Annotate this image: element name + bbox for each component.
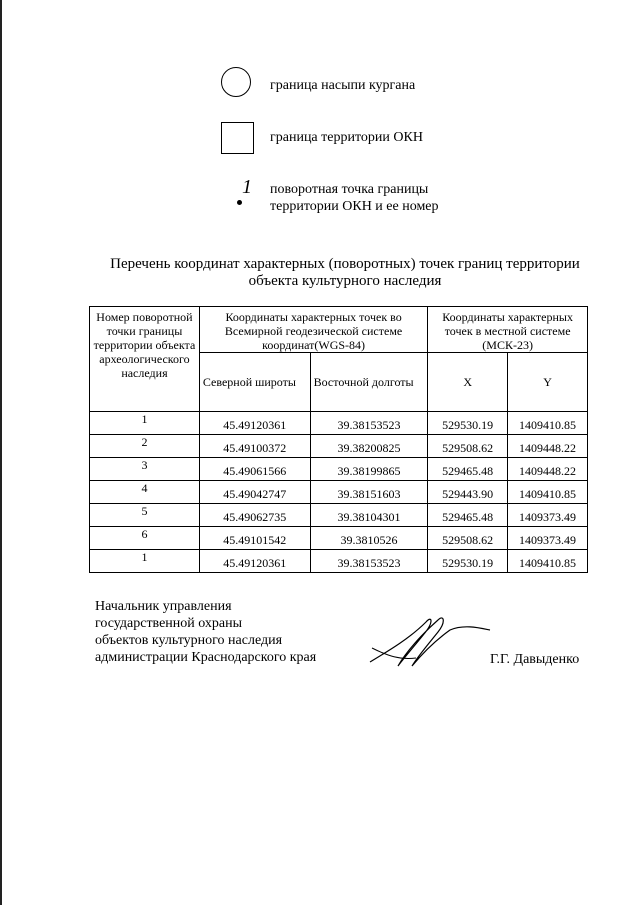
cell-point-number: 6 [90, 527, 200, 550]
table-row [90, 458, 588, 481]
legend-text-territory: граница территории ОКН [270, 130, 423, 145]
cell-latitude: 45.49120361 [199, 412, 310, 435]
cell-longitude: 39.38151603 [310, 481, 428, 504]
cell-y: 1409448.22 [508, 435, 588, 458]
cell-x: 529530.19 [428, 550, 508, 573]
cell-point-number: 1 [90, 550, 200, 573]
cell-x: 529465.48 [428, 458, 508, 481]
point-number: 1 [242, 176, 252, 198]
page-title-line2: объекта культурного наследия [248, 273, 442, 289]
cell-latitude: 45.49120361 [199, 550, 310, 573]
cell-point-number: 2 [90, 435, 200, 458]
cell-y: 1409410.85 [508, 412, 588, 435]
cell-latitude: 45.49101542 [199, 527, 310, 550]
legend-text-point-line2: территории ОКН и ее номер [270, 199, 439, 214]
table-row [90, 481, 588, 504]
page-title-line1: Перечень координат характерных (поворотных) точек границ территории [110, 256, 580, 272]
cell-x: 529465.48 [428, 504, 508, 527]
cell-point-number: 4 [90, 481, 200, 504]
cell-y: 1409373.49 [508, 527, 588, 550]
page-title [90, 256, 600, 290]
header-north-latitude: Северной широты [199, 353, 310, 412]
header-point-number: Номер поворотной точки границы территории объекта археологического наследия [90, 307, 200, 412]
cell-point-number: 1 [90, 412, 200, 435]
handwritten-signature [360, 600, 500, 680]
cell-longitude: 39.38153523 [310, 412, 428, 435]
cell-y: 1409448.22 [508, 458, 588, 481]
square-icon [221, 122, 254, 154]
circle-icon [221, 67, 251, 97]
header-y: Y [508, 353, 588, 412]
cell-y: 1409373.49 [508, 504, 588, 527]
cell-x: 529508.62 [428, 435, 508, 458]
header-msk23: Координаты характерных точек в местной системе (МСК-23) [428, 307, 588, 353]
cell-x: 529530.19 [428, 412, 508, 435]
header-x: X [428, 353, 508, 412]
cell-longitude: 39.38153523 [310, 550, 428, 573]
point-dot-icon [237, 200, 242, 205]
signature-line1: Начальник управления [95, 599, 232, 614]
cell-y: 1409410.85 [508, 481, 588, 504]
signature-title [95, 598, 316, 666]
header-east-longitude: Восточной долготы [310, 353, 428, 412]
cell-x: 529443.90 [428, 481, 508, 504]
legend-text-mound: граница насыпи кургана [270, 78, 416, 93]
page-left-edge [0, 0, 2, 905]
signature-name: Г.Г. Давыденко [490, 652, 580, 667]
legend-text-point-line1: поворотная точка границы [270, 182, 429, 197]
cell-y: 1409410.85 [508, 550, 588, 573]
cell-latitude: 45.49062735 [199, 504, 310, 527]
cell-latitude: 45.49100372 [199, 435, 310, 458]
coordinates-table [89, 306, 588, 573]
signature-line4: администрации Краснодарского края [95, 650, 317, 665]
cell-longitude: 39.38104301 [310, 504, 428, 527]
table-body [90, 412, 588, 573]
table-row [90, 412, 588, 435]
cell-x: 529508.62 [428, 527, 508, 550]
signature-line2: государственной охраны [95, 616, 243, 631]
cell-longitude: 39.3810526 [310, 527, 428, 550]
header-wgs84: Координаты характерных точек во Всемирной геодезической системе координат(WGS-84) [199, 307, 427, 353]
table-row [90, 435, 588, 458]
legend-text-point [270, 181, 490, 215]
cell-latitude: 45.49042747 [199, 481, 310, 504]
table-row [90, 527, 588, 550]
table-row [90, 504, 588, 527]
cell-point-number: 5 [90, 504, 200, 527]
cell-longitude: 39.38200825 [310, 435, 428, 458]
point-icon [234, 178, 258, 208]
cell-point-number: 3 [90, 458, 200, 481]
cell-latitude: 45.49061566 [199, 458, 310, 481]
cell-longitude: 39.38199865 [310, 458, 428, 481]
signature-line3: объектов культурного наследия [95, 633, 283, 648]
table-row [90, 550, 588, 573]
